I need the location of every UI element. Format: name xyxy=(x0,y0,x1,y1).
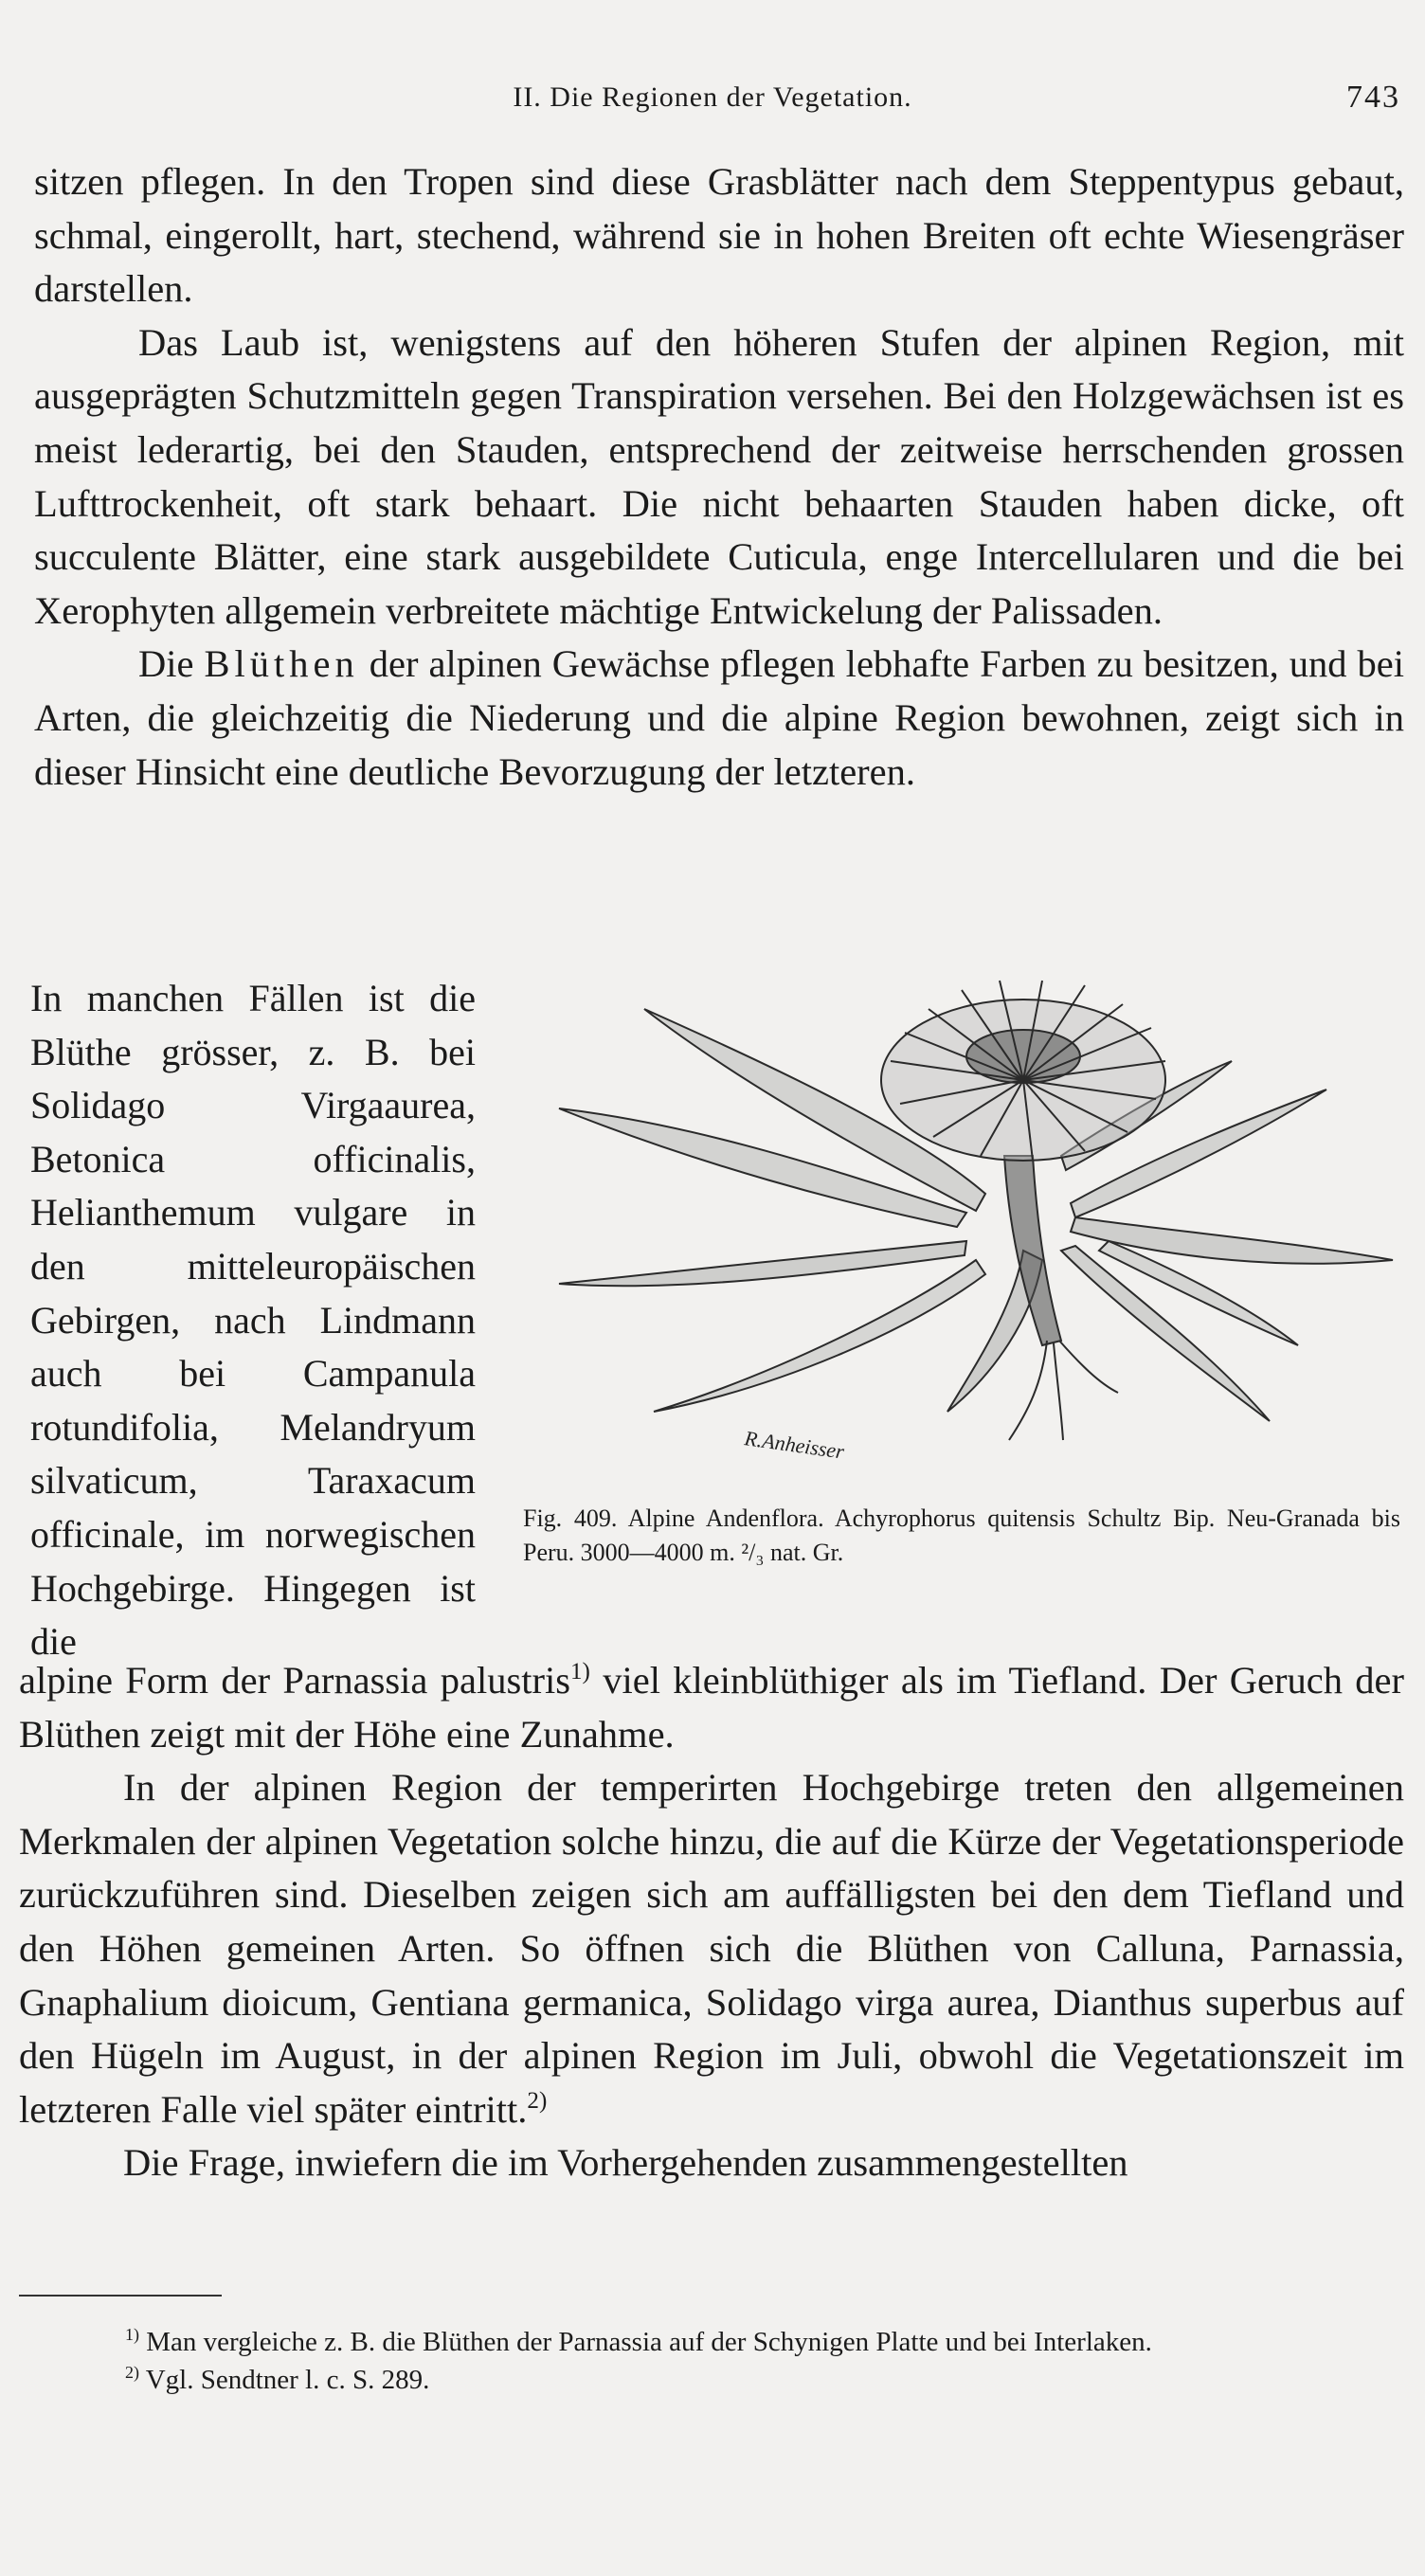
footnote-1-marker: 1) xyxy=(125,2325,139,2345)
paragraph-3-lead: Die xyxy=(138,642,194,686)
footnote-2-text: Vgl. Sendtner l. c. S. 289. xyxy=(138,2365,430,2395)
page-number: 743 xyxy=(1346,80,1400,115)
paragraph-3 xyxy=(34,638,1404,799)
paragraph-4-b: viel kleinblüthiger als im Tiefland. Der Geruch der Blüthen zeigt mit der Höhe eine Zunahme. xyxy=(19,1659,1405,1756)
paragraph-1: sitzen pflegen. In den Tropen sind diese Grasblätter nach dem Steppentypus gebaut, schmal, eingerollt, hart, stechend, während sie in hohen Breiten oft echte Wiesengräser darstellen. xyxy=(34,160,1404,311)
figure-caption: Fig. 409. Alpine Andenflora. Achyrophorus quitensis Schultz Bip. Neu-Granada bis Peru. 3000—4000 m. ²/₃ nat. Gr. xyxy=(523,1504,1400,1566)
footnotes xyxy=(19,2323,1404,2399)
root xyxy=(1054,1343,1063,1440)
body-text-bottom xyxy=(19,1654,1404,2190)
leaf xyxy=(559,1241,966,1286)
root xyxy=(1009,1341,1047,1440)
paragraph-3-rest: der alpinen Gewächse pflegen lebhafte Farben zu besitzen, und bei Arten, die gleichzeitig die Niederung und die alpine Region bewohnen, zeigt sich in dieser Hinsicht eine deutliche Bevorzugung der letzteren. xyxy=(34,642,1404,793)
footnote-2 xyxy=(19,2361,1404,2399)
footnote-ref-1: 1) xyxy=(569,1658,590,1684)
running-head xyxy=(0,81,1425,129)
footnote-1 xyxy=(19,2323,1404,2361)
achyrophorus-illustration xyxy=(531,966,1412,1497)
running-title: II. Die Regionen der Vegetation. xyxy=(513,81,912,113)
paragraph-2: Das Laub ist, wenigstens auf den höheren Stufen der alpinen Region, mit ausgeprägten Schutzmitteln gegen Transpiration versehen. Bei den Holzgewächsen ist es meist lederartig, bei den Stauden, entsprechend der zeitweise herrschenden grossen Lufttrockenheit, oft stark behaart. Die nicht behaarten Stauden haben dicke, oft succulente Blätter, eine stark ausgebildete Cuticula, enge Intercellularen und die bei Xerophyten allgemein verbreitete mächtige Entwickelung der Palissaden. xyxy=(34,320,1404,632)
emphasis-bluthen: Blüthen xyxy=(204,642,359,686)
paragraph-4-a: alpine Form der Parnassia palustris xyxy=(19,1659,570,1702)
wrap-paragraph: In manchen Fällen ist die Blüthe grösser, z. B. bei Solidago Virgaaurea, Betonica officinalis, Helianthemum vulgare in den mitteleuropäischen Gebirgen, nach Lindmann auch bei Campanula rotundifolia, Melandryum silvaticum, Taraxacum officinale, im norwegischen Hochgebirge. Hingegen ist die xyxy=(30,977,476,1664)
footnote-divider xyxy=(19,2295,222,2297)
footnote-ref-2: 2) xyxy=(527,2087,548,2114)
figure-409 xyxy=(531,966,1412,1497)
body-text-top xyxy=(34,155,1404,799)
footnote-2-marker: 2) xyxy=(125,2363,139,2383)
paragraph-5 xyxy=(19,1761,1404,2136)
wrap-column-text xyxy=(30,972,476,1669)
paragraph-6: Die Frage, inwiefern die im Vorhergehenden zusammengestellten xyxy=(123,2141,1128,2185)
artist-signature: R.Anheisser xyxy=(743,1426,846,1464)
footnote-1-text: Man vergleiche z. B. die Blüthen der Parnassia auf der Schynigen Platte und bei Interlaken. xyxy=(138,2327,1152,2357)
paragraph-5-a: In der alpinen Region der temperirten Hochgebirge treten den allgemeinen Merkmalen der alpinen Vegetation solche hinzu, die auf die Kürze der Vegetationsperiode zurückzuführen sind. Dieselben zeigen sich am auffälligsten bei den dem Tiefland und den Höhen gemeinen Arten. So öffnen sich die Blüthen von Calluna, Parnassia, Gnaphalium dioicum, Gentiana germanica, Solidago virga aurea, Dianthus superbus auf den Hügeln im August, in der alpinen Region im Juli, obwohl die Vegetationszeit im letzteren Falle viel später eintritt. xyxy=(19,1766,1404,2131)
paragraph-4 xyxy=(19,1654,1404,1761)
root xyxy=(1059,1341,1118,1393)
